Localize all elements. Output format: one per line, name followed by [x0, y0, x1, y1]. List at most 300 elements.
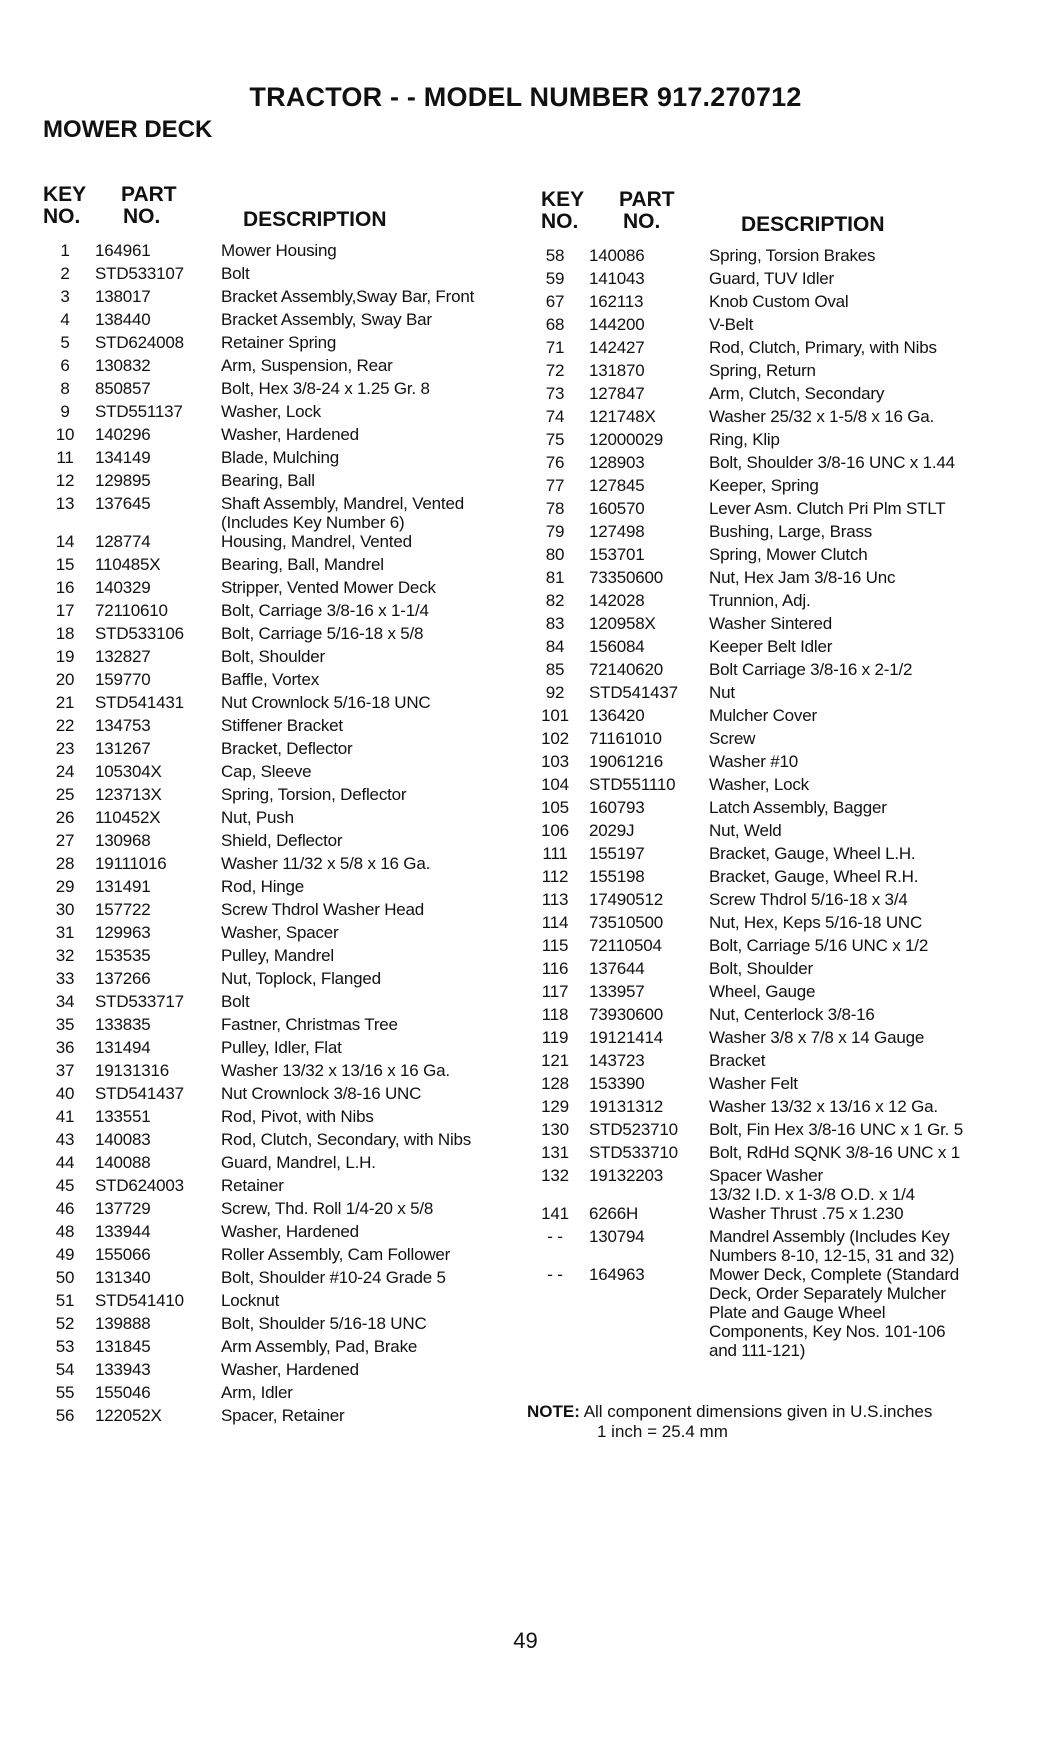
description-cell: Knob Custom Oval	[709, 292, 849, 311]
table-row	[533, 660, 1033, 683]
key-cell: 81	[545, 568, 565, 587]
key-cell: 104	[541, 775, 569, 794]
page-number: 49	[513, 1628, 538, 1653]
part-number-cell: 155197	[589, 844, 645, 863]
parts-table-right	[533, 188, 1033, 1360]
part-number-cell: 140086	[589, 246, 645, 265]
description-cell: Bracket	[709, 1051, 766, 1070]
key-cell: 25	[55, 785, 75, 804]
part-number-cell: 73510500	[589, 913, 664, 932]
description-cell: Bolt, Carriage 3/8-16 x 1-1/4	[221, 601, 429, 620]
description-cell: Wheel, Gauge	[709, 982, 816, 1001]
table-row	[533, 775, 1033, 798]
key-cell: 67	[545, 292, 565, 311]
description-cell: Spring, Torsion Brakes	[709, 246, 876, 265]
part-number-cell: 155046	[95, 1383, 151, 1402]
description-cell: Bushing, Large, Brass	[709, 522, 873, 541]
description-cell: Mower Housing	[221, 241, 337, 260]
key-cell: 23	[55, 739, 75, 758]
part-number-cell: 133551	[95, 1107, 151, 1126]
table-row	[43, 1061, 523, 1084]
key-cell: 8	[60, 379, 70, 398]
table-row	[43, 425, 523, 448]
part-number-cell: 144200	[589, 315, 645, 334]
table-row	[43, 1130, 523, 1153]
part-number-cell: STD624008	[95, 333, 184, 352]
key-cell: 27	[55, 831, 75, 850]
part-number-cell: 140088	[95, 1153, 151, 1172]
description-cell: Shield, Deflector	[221, 831, 343, 850]
part-number-cell: STD533106	[95, 624, 184, 643]
table-row	[533, 591, 1033, 614]
description-cell: Bracket, Gauge, Wheel R.H.	[709, 867, 919, 886]
table-row	[533, 476, 1033, 499]
description-cell: Bolt, Shoulder 3/8-16 UNC x 1.44	[709, 453, 955, 472]
description-cell: Bearing, Ball, Mandrel	[221, 555, 384, 574]
table-row	[43, 494, 523, 532]
key-cell: 105	[541, 798, 569, 817]
table-row	[43, 969, 523, 992]
description-cell: Bracket, Gauge, Wheel L.H.	[709, 844, 916, 863]
note-line1: All component dimensions given in U.S.inches	[583, 1402, 933, 1421]
part-number-cell: 131494	[95, 1038, 151, 1057]
part-number-cell: 141043	[589, 269, 645, 288]
key-cell: 119	[541, 1028, 569, 1047]
description-cell: Bolt, Shoulder	[709, 959, 813, 978]
part-number-cell: 134149	[95, 448, 151, 467]
table-row	[43, 831, 523, 854]
table-row	[43, 1176, 523, 1199]
key-cell: 83	[545, 614, 565, 633]
table-row	[533, 269, 1033, 292]
table-row	[43, 1360, 523, 1383]
description-cell: Screw Thdrol Washer Head	[221, 900, 425, 919]
part-number-cell: STD533710	[589, 1143, 678, 1162]
key-cell: 37	[55, 1061, 75, 1080]
description-cell: Nut, Weld	[709, 821, 782, 840]
key-cell: 21	[55, 693, 75, 712]
part-number-cell: 131870	[589, 361, 645, 380]
description-cell: Washer 11/32 x 5/8 x 16 Ga.	[221, 854, 431, 873]
table-row	[533, 1074, 1033, 1097]
part-number-cell: 162113	[589, 292, 644, 311]
part-number-cell: 137645	[95, 494, 151, 513]
header-part-line2: NO.	[123, 205, 161, 228]
key-cell: 10	[55, 425, 75, 444]
part-number-cell: 105304X	[95, 762, 162, 781]
note-label: NOTE:	[527, 1402, 580, 1421]
table-row	[43, 1153, 523, 1176]
table-row	[43, 471, 523, 494]
description-cell: Bolt, Carriage 5/16 UNC x 1/2	[709, 936, 929, 955]
part-number-cell: 137266	[95, 969, 151, 988]
part-number-cell: 142427	[589, 338, 645, 357]
table-row	[43, 670, 523, 693]
table-row	[43, 333, 523, 356]
part-number-cell: STD541431	[95, 693, 184, 712]
description-cell: Cap, Sleeve	[221, 762, 312, 781]
table-row	[43, 1383, 523, 1406]
part-number-cell: 139888	[95, 1314, 151, 1333]
key-cell: 16	[55, 578, 75, 597]
table-row	[43, 1245, 523, 1268]
description-cell: Bolt, Carriage 5/16-18 x 5/8	[221, 624, 424, 643]
description-cell: Nut, Hex, Keps 5/16-18 UNC	[709, 913, 923, 932]
description-cell: Locknut	[221, 1291, 280, 1310]
description-cell: Washer, Lock	[221, 402, 321, 421]
key-cell: 82	[545, 591, 565, 610]
key-cell: 78	[545, 499, 565, 518]
description-cell: Fastner, Christmas Tree	[221, 1015, 398, 1034]
part-number-cell: 121748X	[589, 407, 656, 426]
table-row	[43, 1038, 523, 1061]
table-row	[533, 384, 1033, 407]
table-row	[43, 624, 523, 647]
part-number-cell: 73350600	[589, 568, 664, 587]
key-cell: 68	[545, 315, 565, 334]
description-cell: Washer #10	[709, 752, 799, 771]
rows-right	[533, 246, 1033, 1360]
note	[527, 1402, 932, 1442]
part-number-cell: 136420	[589, 706, 645, 725]
part-number-cell: 138440	[95, 310, 151, 329]
description-cell: Rod, Pivot, with Nibs	[221, 1107, 374, 1126]
key-cell: 35	[55, 1015, 75, 1034]
table-row	[43, 264, 523, 287]
table-row	[43, 739, 523, 762]
description-cell: Washer 13/32 x 13/16 x 16 Ga.	[221, 1061, 450, 1080]
part-number-cell: 137729	[95, 1199, 151, 1218]
header-key-line1: KEY	[541, 188, 585, 211]
description-cell: Spacer, Retainer	[221, 1406, 345, 1425]
key-cell: 48	[55, 1222, 75, 1241]
key-cell: 130	[541, 1120, 569, 1139]
description-cell: Nut, Push	[221, 808, 294, 827]
description-cell: Spacer Washer 13/32 I.D. x 1-3/8 O.D. x 1/4	[709, 1166, 915, 1204]
key-cell: 56	[55, 1406, 75, 1425]
table-row	[533, 821, 1033, 844]
table-row	[533, 1005, 1033, 1028]
table-row	[43, 1222, 523, 1245]
table-row	[43, 1268, 523, 1291]
table-row	[43, 785, 523, 808]
part-number-cell: 129963	[95, 923, 151, 942]
description-cell: Ring, Klip	[709, 430, 780, 449]
table-row	[43, 762, 523, 785]
table-row	[533, 1166, 1033, 1204]
table-row	[533, 338, 1033, 361]
description-cell: Retainer	[221, 1176, 284, 1195]
key-cell: 1	[60, 241, 70, 260]
part-number-cell: STD523710	[589, 1120, 678, 1139]
description-cell: Spring, Mower Clutch	[709, 545, 868, 564]
key-cell: 76	[545, 453, 565, 472]
table-row	[533, 890, 1033, 913]
part-number-cell: 19121414	[589, 1028, 664, 1047]
table-row	[43, 287, 523, 310]
description-cell: Bolt Carriage 3/8-16 x 2-1/2	[709, 660, 913, 679]
part-number-cell: 130832	[95, 356, 151, 375]
table-row	[533, 913, 1033, 936]
table-row	[533, 1227, 1033, 1265]
header-description: DESCRIPTION	[741, 213, 885, 236]
key-cell: 20	[55, 670, 75, 689]
table-row	[533, 637, 1033, 660]
part-number-cell: 160793	[589, 798, 645, 817]
key-cell: 106	[541, 821, 569, 840]
description-cell: Nut Crownlock 5/16-18 UNC	[221, 693, 431, 712]
key-cell: 22	[55, 716, 75, 735]
description-cell: Washer Thrust .75 x 1.230	[709, 1204, 904, 1223]
key-cell: 46	[55, 1199, 75, 1218]
table-row	[533, 499, 1033, 522]
key-cell: 34	[55, 992, 75, 1011]
key-cell: 92	[545, 683, 565, 702]
key-cell: 84	[545, 637, 565, 656]
description-cell: Washer, Hardened	[221, 425, 359, 444]
table-row	[533, 729, 1033, 752]
description-cell: Bolt, Hex 3/8-24 x 1.25 Gr. 8	[221, 379, 430, 398]
part-number-cell: 6266H	[589, 1204, 639, 1223]
description-cell: Latch Assembly, Bagger	[709, 798, 887, 817]
key-cell: 28	[55, 854, 75, 873]
header-key-line1: KEY	[43, 183, 87, 206]
table-row	[533, 1120, 1033, 1143]
key-cell: 73	[545, 384, 565, 403]
table-row	[533, 292, 1033, 315]
part-number-cell: 19061216	[589, 752, 664, 771]
description-cell: Screw, Thd. Roll 1/4-20 x 5/8	[221, 1199, 434, 1218]
part-number-cell: 19131312	[589, 1097, 664, 1116]
key-cell: 85	[545, 660, 565, 679]
part-number-cell: 72110610	[95, 601, 168, 620]
table-row	[43, 310, 523, 333]
key-cell: 49	[55, 1245, 75, 1264]
key-cell: 53	[55, 1337, 75, 1356]
part-number-cell: 131845	[95, 1337, 151, 1356]
part-number-cell: 138017	[95, 287, 151, 306]
description-cell: Rod, Clutch, Primary, with Nibs	[709, 338, 937, 357]
table-row	[533, 522, 1033, 545]
description-cell: Washer Sintered	[709, 614, 832, 633]
key-cell: 131	[541, 1143, 569, 1162]
table-row	[43, 402, 523, 425]
part-number-cell: 72140620	[589, 660, 664, 679]
part-number-cell: 133944	[95, 1222, 151, 1241]
table-row	[43, 601, 523, 624]
key-cell: 80	[545, 545, 565, 564]
description-cell: Guard, Mandrel, L.H.	[221, 1153, 376, 1172]
part-number-cell: STD533717	[95, 992, 184, 1011]
section-title: MOWER DECK	[43, 116, 213, 143]
part-number-cell: 131267	[95, 739, 151, 758]
key-cell: 129	[541, 1097, 569, 1116]
table-row	[43, 808, 523, 831]
description-cell: Screw Thdrol 5/16-18 x 3/4	[709, 890, 908, 909]
part-number-cell: 160570	[589, 499, 645, 518]
header-part-line1: PART	[121, 183, 177, 206]
part-number-cell: 127847	[589, 384, 645, 403]
part-number-cell: 71161010	[589, 729, 662, 748]
description-cell: Nut, Centerlock 3/8-16	[709, 1005, 875, 1024]
key-cell: 103	[541, 752, 569, 771]
description-cell: Spring, Return	[709, 361, 816, 380]
key-cell: 141	[541, 1204, 569, 1223]
part-number-cell: 129895	[95, 471, 151, 490]
description-cell: Bracket, Deflector	[221, 739, 353, 758]
description-cell: Mulcher Cover	[709, 706, 817, 725]
table-row	[533, 246, 1033, 269]
description-cell: Washer, Spacer	[221, 923, 339, 942]
key-cell: 13	[55, 494, 75, 513]
description-cell: Washer 25/32 x 1-5/8 x 16 Ga.	[709, 407, 935, 426]
table-row	[533, 798, 1033, 821]
key-cell: 44	[55, 1153, 75, 1172]
table-row	[43, 1199, 523, 1222]
description-cell: Nut	[709, 683, 735, 702]
part-number-cell: 134753	[95, 716, 151, 735]
description-cell: Guard, TUV Idler	[709, 269, 834, 288]
description-cell: Baffle, Vortex	[221, 670, 320, 689]
description-cell: Shaft Assembly, Mandrel, Vented (Includes Key Number 6)	[221, 494, 464, 532]
description-cell: Retainer Spring	[221, 333, 337, 352]
table-row	[43, 877, 523, 900]
header-key-line2: NO.	[43, 205, 81, 228]
part-number-cell: 127498	[589, 522, 645, 541]
key-cell: 33	[55, 969, 75, 988]
table-row	[533, 1265, 1033, 1360]
part-number-cell: 12000029	[589, 430, 664, 449]
key-cell: 41	[55, 1107, 75, 1126]
key-cell: - -	[547, 1265, 563, 1284]
key-cell: 26	[55, 808, 75, 827]
description-cell: Keeper Belt Idler	[709, 637, 833, 656]
description-cell: Arm, Idler	[221, 1383, 293, 1402]
table-row	[533, 1051, 1033, 1074]
table-row	[43, 854, 523, 877]
part-number-cell: 155198	[589, 867, 645, 886]
table-row	[43, 992, 523, 1015]
part-number-cell: 128903	[589, 453, 645, 472]
key-cell: 72	[545, 361, 565, 380]
part-number-cell: 153701	[589, 545, 645, 564]
table-row	[43, 900, 523, 923]
part-number-cell: 153535	[95, 946, 151, 965]
key-cell: 118	[541, 1005, 569, 1024]
description-cell: Nut, Toplock, Flanged	[221, 969, 381, 988]
table-row	[533, 430, 1033, 453]
key-cell: 5	[60, 333, 70, 352]
part-number-cell: 140296	[95, 425, 151, 444]
part-number-cell: 122052X	[95, 1406, 162, 1425]
key-cell: 43	[55, 1130, 75, 1149]
table-row	[43, 448, 523, 471]
description-cell: Blade, Mulching	[221, 448, 339, 467]
key-cell: 121	[541, 1051, 569, 1070]
key-cell: 4	[60, 310, 70, 329]
page-title: TRACTOR - - MODEL NUMBER 917.270712	[249, 82, 802, 112]
key-cell: 113	[541, 890, 569, 909]
part-number-cell: 130794	[589, 1227, 645, 1246]
description-cell: Housing, Mandrel, Vented	[221, 532, 412, 551]
part-number-cell: 143723	[589, 1051, 645, 1070]
description-cell: Washer, Hardened	[221, 1360, 359, 1379]
part-number-cell: 133835	[95, 1015, 151, 1034]
key-cell: 11	[56, 448, 74, 467]
key-cell: 116	[541, 959, 569, 978]
part-number-cell: 19132203	[589, 1166, 664, 1185]
description-cell: Washer 3/8 x 7/8 x 14 Gauge	[709, 1028, 925, 1047]
description-cell: V-Belt	[709, 315, 754, 334]
key-cell: 32	[55, 946, 75, 965]
part-number-cell: STD533107	[95, 264, 184, 283]
key-cell: 75	[545, 430, 565, 449]
part-number-cell: 850857	[95, 379, 151, 398]
key-cell: 17	[55, 601, 75, 620]
key-cell: - -	[547, 1227, 563, 1246]
table-row	[533, 683, 1033, 706]
description-cell: Lever Asm. Clutch Pri Plm STLT	[709, 499, 946, 518]
table-header-right	[533, 188, 1033, 246]
key-cell: 111	[542, 844, 568, 863]
part-number-cell: STD541437	[589, 683, 678, 702]
description-cell: Bolt, Shoulder 5/16-18 UNC	[221, 1314, 427, 1333]
key-cell: 54	[55, 1360, 75, 1379]
part-number-cell: 155066	[95, 1245, 151, 1264]
key-cell: 115	[541, 936, 569, 955]
part-number-cell: 156084	[589, 637, 645, 656]
note-line2: 1 inch = 25.4 mm	[597, 1422, 728, 1441]
key-cell: 6	[60, 356, 70, 375]
part-number-cell: STD551137	[95, 402, 183, 421]
description-cell: Arm, Suspension, Rear	[221, 356, 393, 375]
description-cell: Arm Assembly, Pad, Brake	[221, 1337, 418, 1356]
header-part-line2: NO.	[623, 210, 661, 233]
part-number-cell: 164961	[95, 241, 151, 260]
description-cell: Roller Assembly, Cam Follower	[221, 1245, 451, 1264]
table-row	[43, 923, 523, 946]
key-cell: 9	[60, 402, 70, 421]
description-cell: Arm, Clutch, Secondary	[709, 384, 885, 403]
part-number-cell: 157722	[95, 900, 151, 919]
key-cell: 52	[55, 1314, 75, 1333]
table-row	[533, 867, 1033, 890]
description-cell: Bolt	[221, 992, 250, 1011]
table-row	[43, 241, 523, 264]
table-row	[43, 379, 523, 402]
part-number-cell: 73930600	[589, 1005, 664, 1024]
table-row	[533, 315, 1033, 338]
description-cell: Bolt	[221, 264, 250, 283]
part-number-cell: 2029J	[589, 821, 635, 840]
part-number-cell: 123713X	[95, 785, 162, 804]
part-number-cell: 127845	[589, 476, 645, 495]
part-number-cell: 131491	[95, 877, 151, 896]
table-row	[43, 1314, 523, 1337]
key-cell: 128	[541, 1074, 569, 1093]
table-row	[43, 578, 523, 601]
key-cell: 30	[55, 900, 75, 919]
part-number-cell: 133957	[589, 982, 645, 1001]
description-cell: Bracket Assembly,Sway Bar, Front	[221, 287, 475, 306]
part-number-cell: 19111016	[95, 854, 167, 873]
table-row	[533, 453, 1033, 476]
key-cell: 102	[541, 729, 569, 748]
part-number-cell: 110485X	[95, 555, 161, 574]
table-row	[43, 647, 523, 670]
part-number-cell: 128774	[95, 532, 151, 551]
part-number-cell: 133943	[95, 1360, 151, 1379]
